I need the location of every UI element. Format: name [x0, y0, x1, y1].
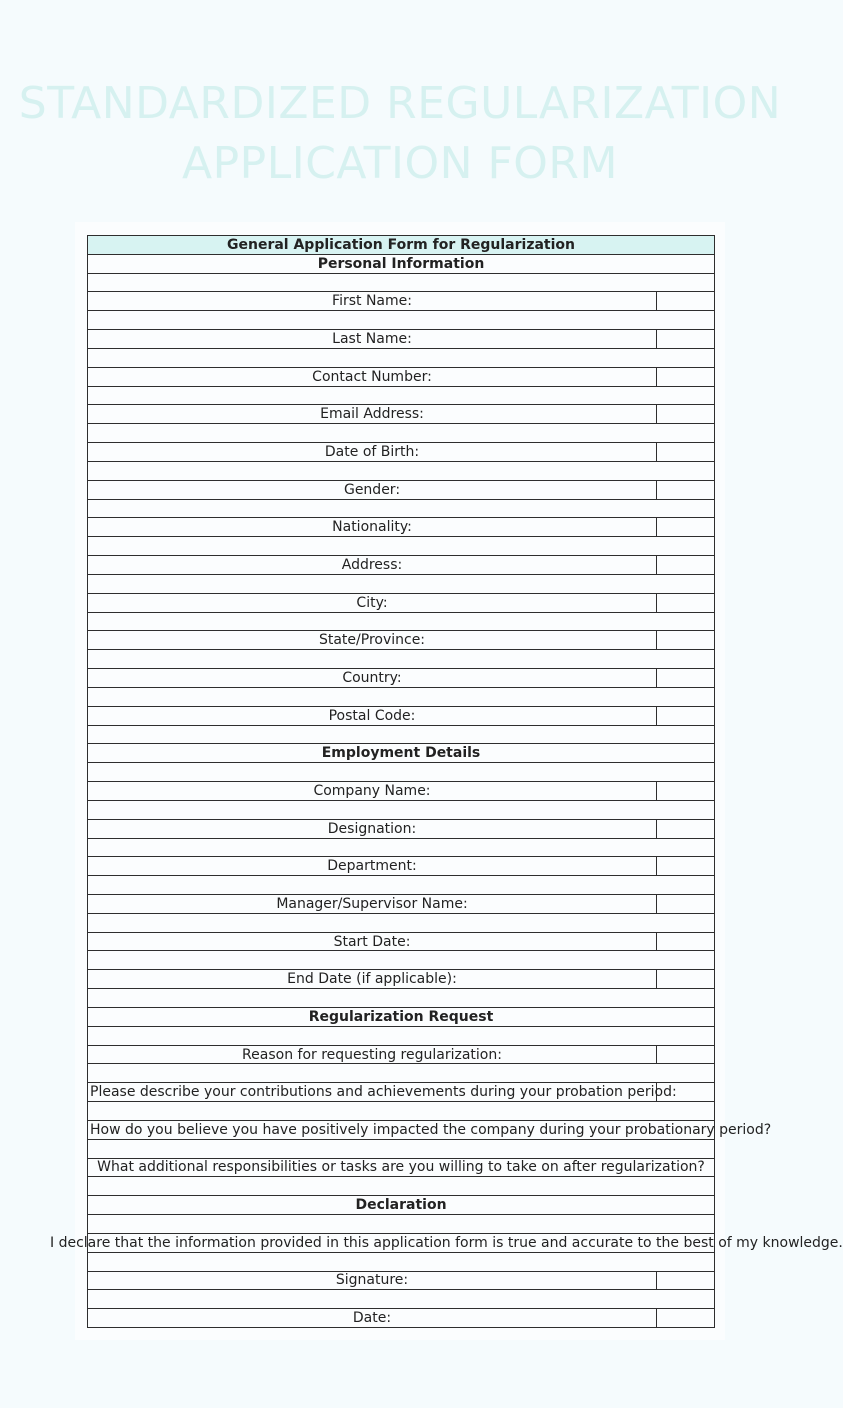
field-label: End Date (if applicable):: [88, 970, 657, 989]
declaration-row: [88, 1233, 715, 1252]
field-label: Signature:: [88, 1271, 657, 1290]
field-row-end-date: [88, 970, 715, 989]
spacer-row: [88, 1026, 715, 1045]
city-input[interactable]: [657, 593, 715, 612]
field-row-state: [88, 631, 715, 650]
field-label: Designation:: [88, 819, 657, 838]
field-row-nationality: [88, 518, 715, 537]
field-label: Start Date:: [88, 932, 657, 951]
section-heading-personal: Personal Information: [88, 254, 715, 273]
field-row-contact-number: [88, 367, 715, 386]
page-title: [0, 74, 800, 194]
gender-input[interactable]: [657, 480, 715, 499]
field-row-reason: [88, 1045, 715, 1064]
spacer-row: [88, 763, 715, 782]
spacer-row: [88, 273, 715, 292]
field-label: Please describe your contributions and achievements during your probation period:: [88, 1083, 657, 1102]
field-label: Department:: [88, 857, 657, 876]
field-row-company-name: [88, 782, 715, 801]
signature-input[interactable]: [657, 1271, 715, 1290]
postal-code-input[interactable]: [657, 706, 715, 725]
spacer-row: [88, 461, 715, 480]
field-label: Company Name:: [88, 782, 657, 801]
field-row-department: [88, 857, 715, 876]
date-of-birth-input[interactable]: [657, 443, 715, 462]
field-label: Gender:: [88, 480, 657, 499]
field-row-date-of-birth: [88, 443, 715, 462]
field-row-email: [88, 405, 715, 424]
field-row-contributions: [88, 1083, 715, 1102]
email-address-input[interactable]: [657, 405, 715, 424]
field-row-first-name: [88, 292, 715, 311]
reason-input[interactable]: [657, 1045, 715, 1064]
application-form-table: [50, 235, 843, 1328]
field-row-start-date: [88, 932, 715, 951]
field-label: Date of Birth:: [88, 443, 657, 462]
field-label: Postal Code:: [88, 706, 657, 725]
field-label: Country:: [88, 669, 657, 688]
address-input[interactable]: [657, 556, 715, 575]
section-row: [88, 1007, 715, 1026]
field-label: First Name:: [88, 292, 657, 311]
field-label: State/Province:: [88, 631, 657, 650]
declaration-statement: [50, 1233, 843, 1252]
field-row-address: [88, 556, 715, 575]
page-title-line-2: APPLICATION FORM: [182, 138, 618, 189]
field-row-designation: [88, 819, 715, 838]
spacer-row: [88, 1290, 715, 1309]
end-date-input[interactable]: [657, 970, 715, 989]
field-label: What additional responsibilities or tasks are you willing to take on after regularization?: [88, 1158, 715, 1177]
field-row-manager: [88, 894, 715, 913]
field-row-postal-code: [88, 706, 715, 725]
spacer-row: [88, 989, 715, 1008]
field-label: Nationality:: [88, 518, 657, 537]
spacer-row: [88, 800, 715, 819]
field-label: How do you believe you have positively impacted the company during your probationary period?: [88, 1120, 715, 1139]
page-title-line-1: STANDARDIZED REGULARIZATION: [18, 78, 782, 129]
date-input[interactable]: [657, 1309, 715, 1328]
section-heading-declaration: Declaration: [88, 1196, 715, 1215]
spacer-row: [88, 650, 715, 669]
section-row: [88, 1196, 715, 1215]
field-row-responsibilities: [88, 1158, 715, 1177]
country-input[interactable]: [657, 669, 715, 688]
start-date-input[interactable]: [657, 932, 715, 951]
spacer-row: [88, 574, 715, 593]
section-row: [88, 744, 715, 763]
contact-number-input[interactable]: [657, 367, 715, 386]
spacer-row: [88, 1064, 715, 1083]
spacer-row: [88, 1215, 715, 1234]
field-label: Address:: [88, 556, 657, 575]
spacer-row: [88, 913, 715, 932]
manager-supervisor-name-input[interactable]: [657, 894, 715, 913]
section-row: [88, 254, 715, 273]
spacer-row: [88, 1177, 715, 1196]
spacer-row: [88, 424, 715, 443]
designation-input[interactable]: [657, 819, 715, 838]
spacer-row: [88, 348, 715, 367]
first-name-input[interactable]: [657, 292, 715, 311]
field-row-country: [88, 669, 715, 688]
field-label: Manager/Supervisor Name:: [88, 894, 657, 913]
spacer-row: [88, 499, 715, 518]
field-label: Email Address:: [88, 405, 657, 424]
section-heading-request: Regularization Request: [88, 1007, 715, 1026]
declaration-text: I declare that the information provided in this application form is true and accurate to the best of my knowledge.: [50, 1234, 843, 1251]
spacer-row: [88, 725, 715, 744]
spacer-row: [88, 1252, 715, 1271]
field-row-gender: [88, 480, 715, 499]
last-name-input[interactable]: [657, 330, 715, 349]
spacer-row: [88, 311, 715, 330]
spacer-row: [88, 612, 715, 631]
company-name-input[interactable]: [657, 782, 715, 801]
nationality-input[interactable]: [657, 518, 715, 537]
field-row-date: [88, 1309, 715, 1328]
department-input[interactable]: [657, 857, 715, 876]
field-label: City:: [88, 593, 657, 612]
spacer-row: [88, 1139, 715, 1158]
field-row-last-name: [88, 330, 715, 349]
state-province-input[interactable]: [657, 631, 715, 650]
form-banner-row: [88, 236, 715, 255]
form-banner: General Application Form for Regularization: [88, 236, 715, 255]
field-row-signature: [88, 1271, 715, 1290]
spacer-row: [88, 537, 715, 556]
field-row-impact: [88, 1120, 715, 1139]
section-heading-employment: Employment Details: [88, 744, 715, 763]
field-label: Reason for requesting regularization:: [88, 1045, 657, 1064]
spacer-row: [88, 876, 715, 895]
field-label: Contact Number:: [88, 367, 657, 386]
field-label: Last Name:: [88, 330, 657, 349]
spacer-row: [88, 838, 715, 857]
spacer-row: [88, 1102, 715, 1121]
spacer-row: [88, 386, 715, 405]
field-label: Date:: [88, 1309, 657, 1328]
form-sheet: [50, 222, 843, 1340]
spacer-row: [88, 687, 715, 706]
spacer-row: [88, 951, 715, 970]
field-row-city: [88, 593, 715, 612]
